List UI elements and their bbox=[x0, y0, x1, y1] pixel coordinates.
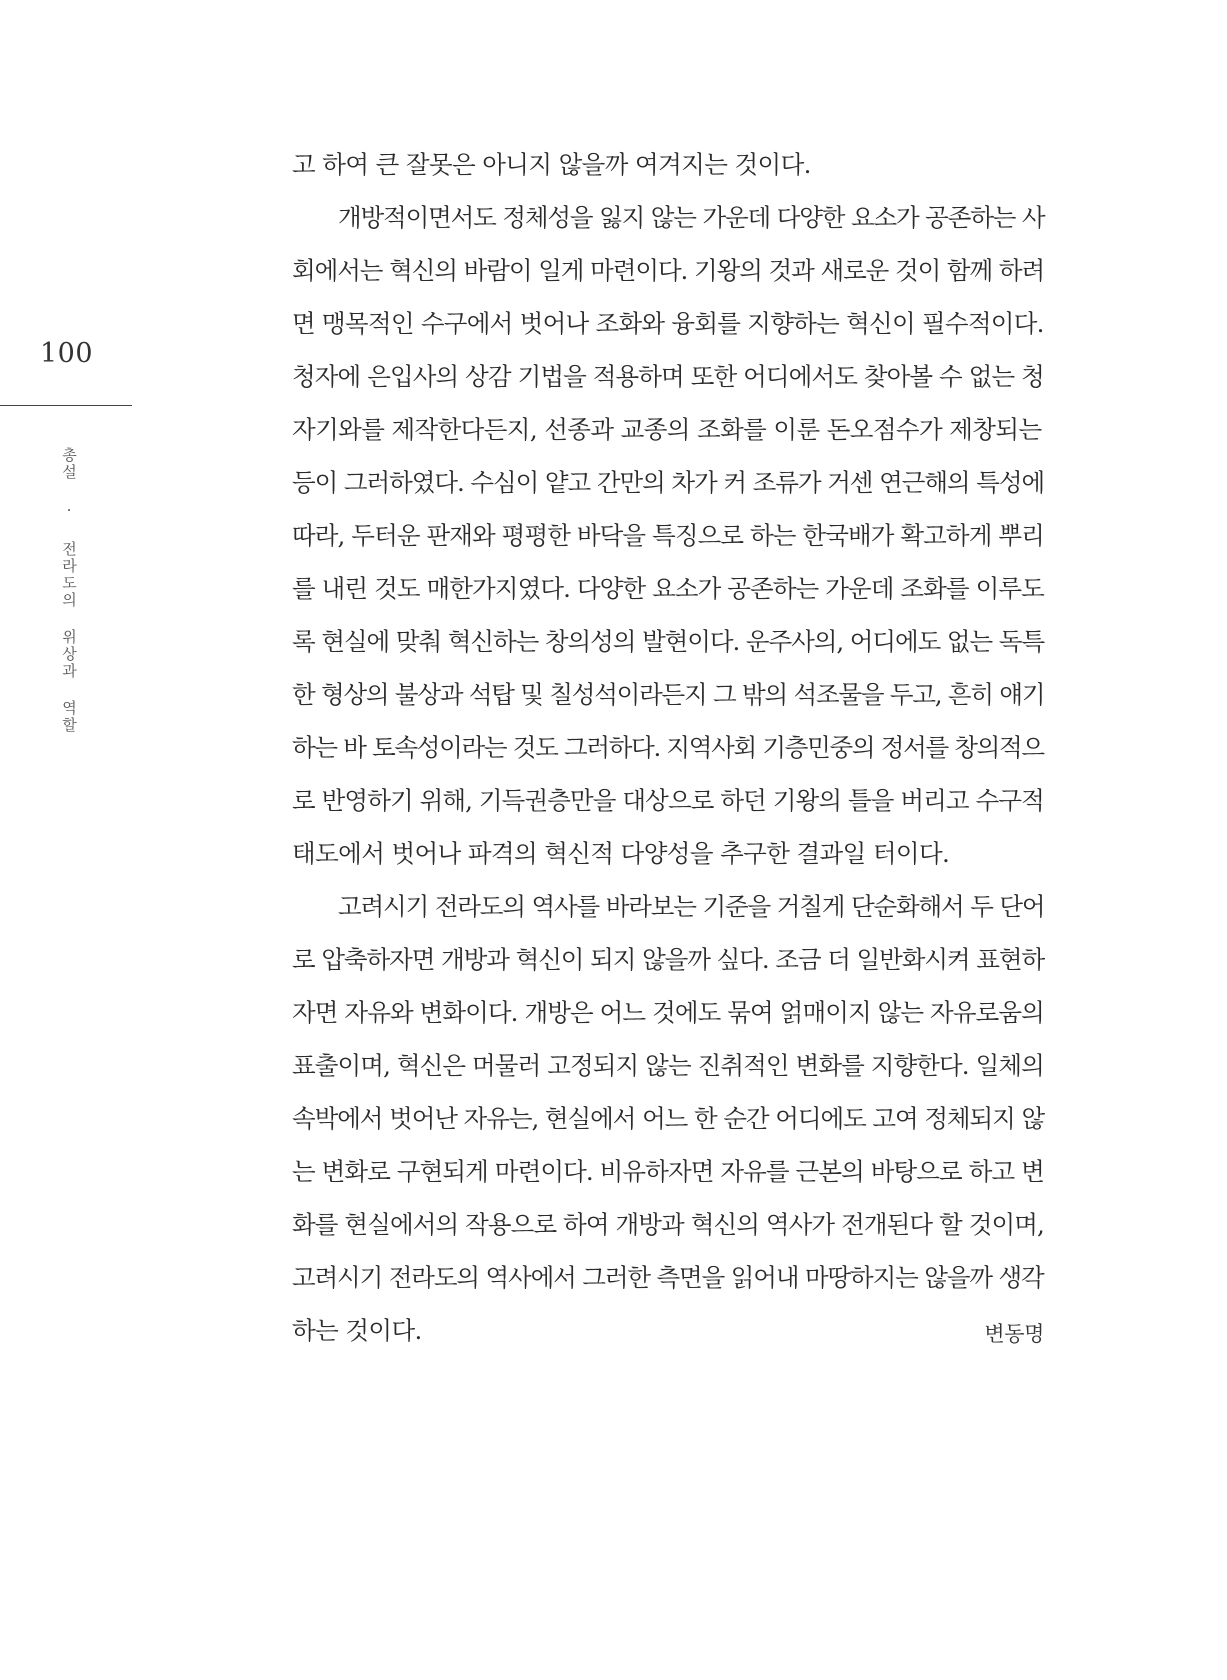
running-title: 총설 · 전라도의 위상과 역할 bbox=[60, 447, 78, 734]
text-line: 개방적이면서도 정체성을 잃지 않는 가운데 다양한 요소가 공존하는 사 bbox=[338, 203, 1045, 232]
text-line: 회에서는 혁신의 바람이 일게 마련이다. 기왕의 것과 새로운 것이 함께 하려 bbox=[292, 256, 1045, 285]
text-line: 록 현실에 맞춰 혁신하는 창의성의 발현이다. 운주사의, 어디에도 없는 독특 bbox=[292, 627, 1045, 656]
margin-divider bbox=[0, 405, 132, 406]
text-line: 면 맹목적인 수구에서 벗어나 조화와 융회를 지향하는 혁신이 필수적이다. bbox=[292, 309, 1044, 338]
text-line: 자기와를 제작한다든지, 선종과 교종의 조화를 이룬 돈오점수가 제창되는 bbox=[292, 415, 1042, 444]
page-number: 100 bbox=[40, 338, 94, 369]
text-line: 표출이며, 혁신은 머물러 고정되지 않는 진취적인 변화를 지향한다. 일체의 bbox=[292, 1051, 1044, 1080]
text-line: 를 내린 것도 매한가지였다. 다양한 요소가 공존하는 가운데 조화를 이루도 bbox=[292, 574, 1044, 603]
text-line: 하는 바 토속성이라는 것도 그러하다. 지역사회 기층민중의 정서를 창의적으 bbox=[292, 733, 1044, 762]
text-line: 청자에 은입사의 상감 기법을 적용하며 또한 어디에서도 찾아볼 수 없는 청 bbox=[292, 362, 1044, 391]
text-line: 고 하여 큰 잘못은 아니지 않을까 여겨지는 것이다. bbox=[292, 150, 811, 179]
text-line: 한 형상의 불상과 석탑 및 칠성석이라든지 그 밖의 석조물을 두고, 흔히 얘기 bbox=[292, 680, 1045, 709]
text-line: 고려시기 전라도의 역사에서 그러한 측면을 읽어내 마땅하지는 않을까 생각 bbox=[292, 1263, 1044, 1292]
text-line: 따라, 두터운 판재와 평평한 바닥을 특징으로 하는 한국배가 확고하게 뿌리 bbox=[292, 521, 1044, 550]
text-line: 하는 것이다. bbox=[292, 1316, 422, 1345]
text-line: 등이 그러하였다. 수심이 얕고 간만의 차가 커 조류가 거센 연근해의 특성에 bbox=[292, 468, 1045, 497]
text-line: 화를 현실에서의 작용으로 하여 개방과 혁신의 역사가 전개된다 할 것이며, bbox=[292, 1210, 1044, 1239]
text-line: 고려시기 전라도의 역사를 바라보는 기준을 거칠게 단순화해서 두 단어 bbox=[338, 892, 1045, 921]
text-line: 로 반영하기 위해, 기득권층만을 대상으로 하던 기왕의 틀을 버리고 수구적 bbox=[292, 786, 1044, 815]
text-line: 로 압축하자면 개방과 혁신이 되지 않을까 싶다. 조금 더 일반화시켜 표현하 bbox=[292, 945, 1045, 974]
text-line: 태도에서 벗어나 파격의 혁신적 다양성을 추구한 결과일 터이다. bbox=[292, 839, 950, 868]
text-line: 자면 자유와 변화이다. 개방은 어느 것에도 묶여 얽매이지 않는 자유로움의 bbox=[292, 998, 1044, 1027]
body-text bbox=[292, 142, 1044, 1361]
text-line: 속박에서 벗어난 자유는, 현실에서 어느 한 순간 어디에도 고여 정체되지 않 bbox=[292, 1104, 1045, 1133]
text-line: 는 변화로 구현되게 마련이다. 비유하자면 자유를 근본의 바탕으로 하고 변 bbox=[292, 1157, 1044, 1186]
author-signature: 변동명 bbox=[984, 1322, 1044, 1346]
